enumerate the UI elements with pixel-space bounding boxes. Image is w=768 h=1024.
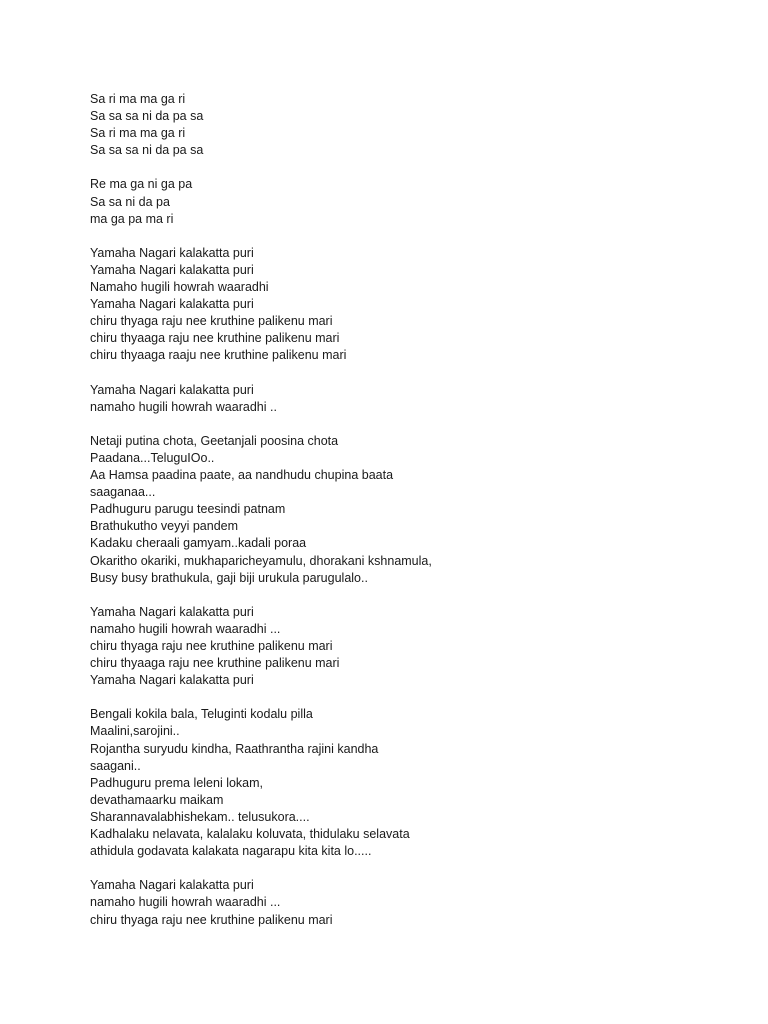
lyrics-line: namaho hugili howrah waaradhi ... [90,895,281,910]
lyrics-line: Re ma ga ni ga pa [90,177,193,192]
lyrics-line: Yamaha Nagari kalakatta puri [90,878,254,893]
lyrics-stanza [90,382,730,416]
lyrics-line: chiru thyaaga raju nee kruthine palikenu mari [90,656,340,671]
lyrics-stanza [90,433,730,587]
lyrics-line: saaganaa... [90,485,156,500]
lyrics-line: Yamaha Nagari kalakatta puri [90,262,254,277]
lyrics-line: Namaho hugili howrah waaradhi [90,280,269,295]
lyrics-line: Padhuguru prema leleni lokam, [90,775,264,790]
lyrics-line: Yamaha Nagari kalakatta puri [90,673,254,688]
lyrics-line: Busy busy brathukula, gaji biji urukula parugulalo.. [90,570,368,585]
lyrics-line: Netaji putina chota, Geetanjali poosina chota [90,433,339,448]
lyrics-stanza [90,245,730,365]
lyrics-line: namaho hugili howrah waaradhi ... [90,621,281,636]
lyrics-line: Sharannavalabhishekam.. telusukora.... [90,809,310,824]
lyrics-line: chiru thyaga raju nee kruthine palikenu mari [90,639,333,653]
lyrics-line: Yamaha Nagari kalakatta puri [90,245,254,260]
lyrics-line: Bengali kokila bala, Teluginti kodalu pilla [90,707,313,722]
lyrics-line: Kadaku cheraali gamyam..kadali poraa [90,536,307,551]
lyrics-line: ma ga pa ma ri [90,211,174,226]
lyrics-line: Sa ri ma ma ga ri [90,92,186,106]
lyrics-line: athidula godavata kalakata nagarapu kita kita lo..... [90,844,372,859]
lyrics-line: Kadhalaku nelavata, kalalaku koluvata, thidulaku selavata [90,827,410,842]
lyrics-line: Yamaha Nagari kalakatta puri [90,297,254,312]
lyrics-line: namaho hugili howrah waaradhi .. [90,399,277,414]
lyrics-line: chiru thyaaga raju nee kruthine palikenu mari [90,331,340,346]
lyrics-line: Rojantha suryudu kindha, Raathrantha rajini kandha [90,741,379,756]
lyrics-line: Sa sa sa ni da pa sa [90,143,204,158]
lyrics-line: Sa ri ma ma ga ri [90,126,186,141]
lyrics-line: Brathukutho veyyi pandem [90,519,239,534]
lyrics-line: saagani.. [90,758,141,773]
lyrics-line: Sa sa ni da pa [90,194,170,209]
lyrics-line: Aa Hamsa paadina paate, aa nandhudu chupina baata [90,468,394,483]
lyrics-body [90,91,730,946]
lyrics-line: chiru thyaga raju nee kruthine palikenu mari [90,912,333,927]
lyrics-stanza [90,604,730,689]
lyrics-line: Sa sa sa ni da pa sa [90,109,204,124]
lyrics-line: Yamaha Nagari kalakatta puri [90,604,254,619]
lyrics-line: devathamaarku maikam [90,792,224,807]
lyrics-stanza [90,877,730,928]
lyrics-line: Okaritho okariki, mukhaparicheyamulu, dhorakani kshnamula, [90,553,432,568]
lyrics-line: Padhuguru parugu teesindi patnam [90,502,286,517]
lyrics-stanza [90,91,730,159]
lyrics-line: Paadana...TeluguIOo.. [90,450,215,465]
lyrics-line: Yamaha Nagari kalakatta puri [90,382,254,397]
lyrics-line: chiru thyaaga raaju nee kruthine palikenu mari [90,348,347,363]
lyrics-stanza [90,176,730,227]
lyrics-stanza [90,706,730,860]
lyrics-line: chiru thyaga raju nee kruthine palikenu mari [90,314,333,329]
lyrics-line: Maalini,sarojini.. [90,724,180,739]
